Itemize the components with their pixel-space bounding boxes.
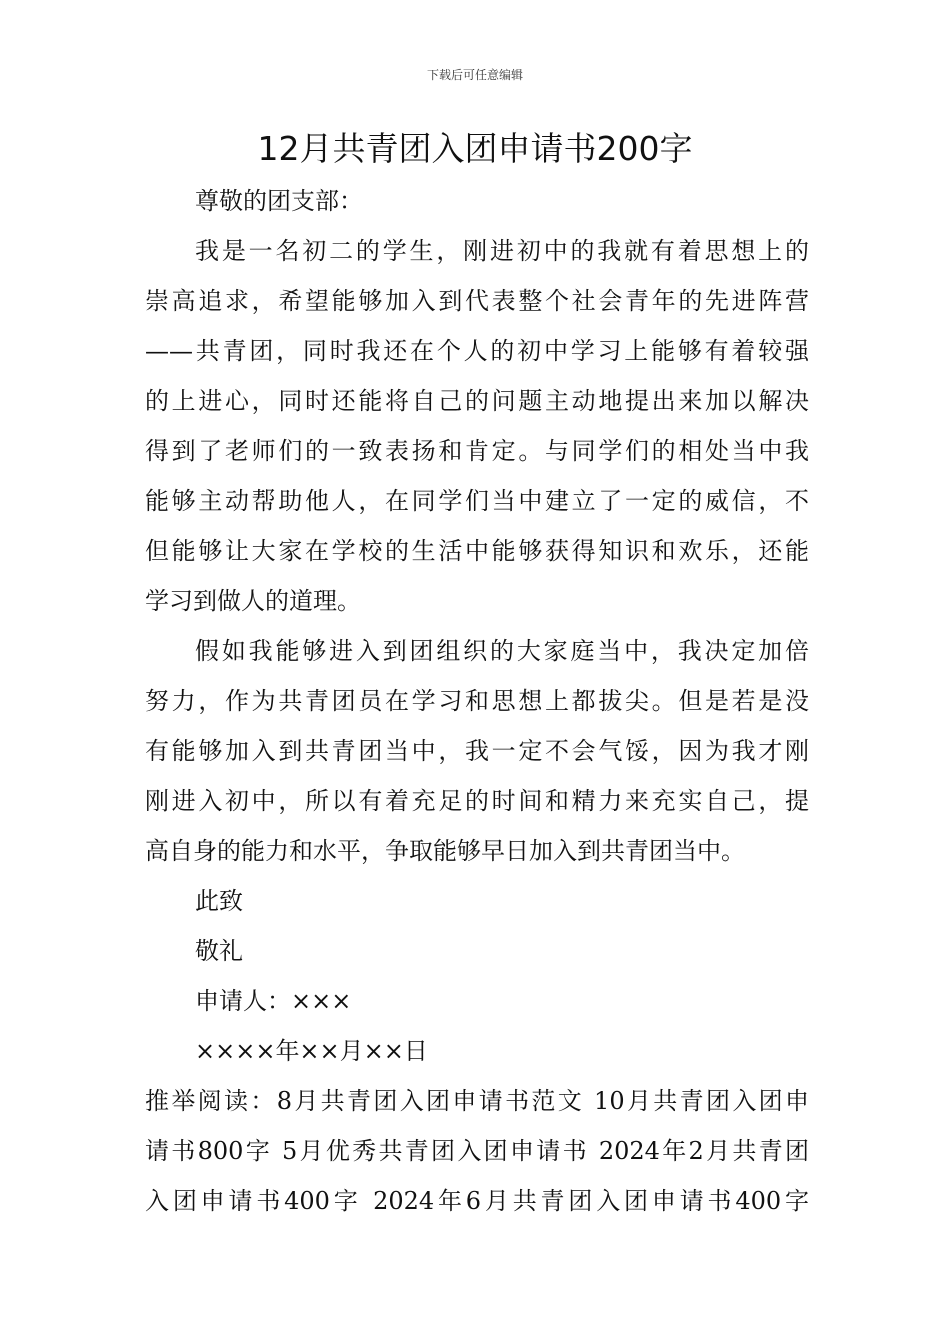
paragraph-line: 高自身的能力和水平，争取能够早日加入到共青团当中。 [145, 837, 745, 865]
applicant-line: 申请人：××× [195, 987, 352, 1015]
paragraph-line: 能够主动帮助他人，在同学们当中建立了一定的威信，不 [145, 487, 809, 515]
paragraph-line: 的上进心，同时还能将自己的问题主动地提出来加以解决 [145, 387, 809, 415]
paragraph-line: 有能够加入到共青团当中，我一定不会气馁，因为我才刚 [145, 737, 809, 765]
paragraph-line: 我是一名初二的学生，刚进初中的我就有着思想上的 [195, 237, 809, 265]
paragraph-2 [145, 626, 809, 876]
recommended-line: 入团申请书400字 2024年6月共青团入团申请书400字 [145, 1187, 809, 1215]
recommended-reading [145, 1076, 809, 1226]
recommended-line: 请书800字 5月优秀共青团入团申请书 2024年2月共青团 [145, 1137, 809, 1165]
closing-line-2: 敬礼 [195, 937, 243, 965]
date-line: ××××年××月××日 [195, 1037, 428, 1065]
paragraph-line: 学习到做人的道理。 [145, 587, 361, 615]
document-body [145, 176, 809, 1226]
closing-line-1: 此致 [195, 887, 243, 915]
header-note: 下载后可任意编辑 [426, 68, 523, 82]
paragraph-line: 崇高追求，希望能够加入到代表整个社会青年的先进阵营 [145, 287, 809, 315]
paragraph-line: 但能够让大家在学校的生活中能够获得知识和欢乐，还能 [145, 537, 809, 565]
paragraph-1 [145, 226, 809, 626]
paragraph-line: 假如我能够进入到团组织的大家庭当中，我决定加倍 [195, 637, 809, 665]
document-title: 12月共青团入团申请书200字 [257, 129, 693, 168]
paragraph-line: ——共青团，同时我还在个人的初中学习上能够有着较强 [145, 337, 809, 365]
paragraph-line: 努力，作为共青团员在学习和思想上都拔尖。但是若是没 [145, 687, 809, 715]
recommended-line: 推举阅读：8月共青团入团申请书范文 10月共青团入团申 [145, 1087, 809, 1115]
paragraph-line: 刚进入初中，所以有着充足的时间和精力来充实自己，提 [145, 787, 809, 815]
salutation: 尊敬的团支部： [195, 187, 363, 215]
paragraph-line: 得到了老师们的一致表扬和肯定。与同学们的相处当中我 [145, 437, 809, 465]
